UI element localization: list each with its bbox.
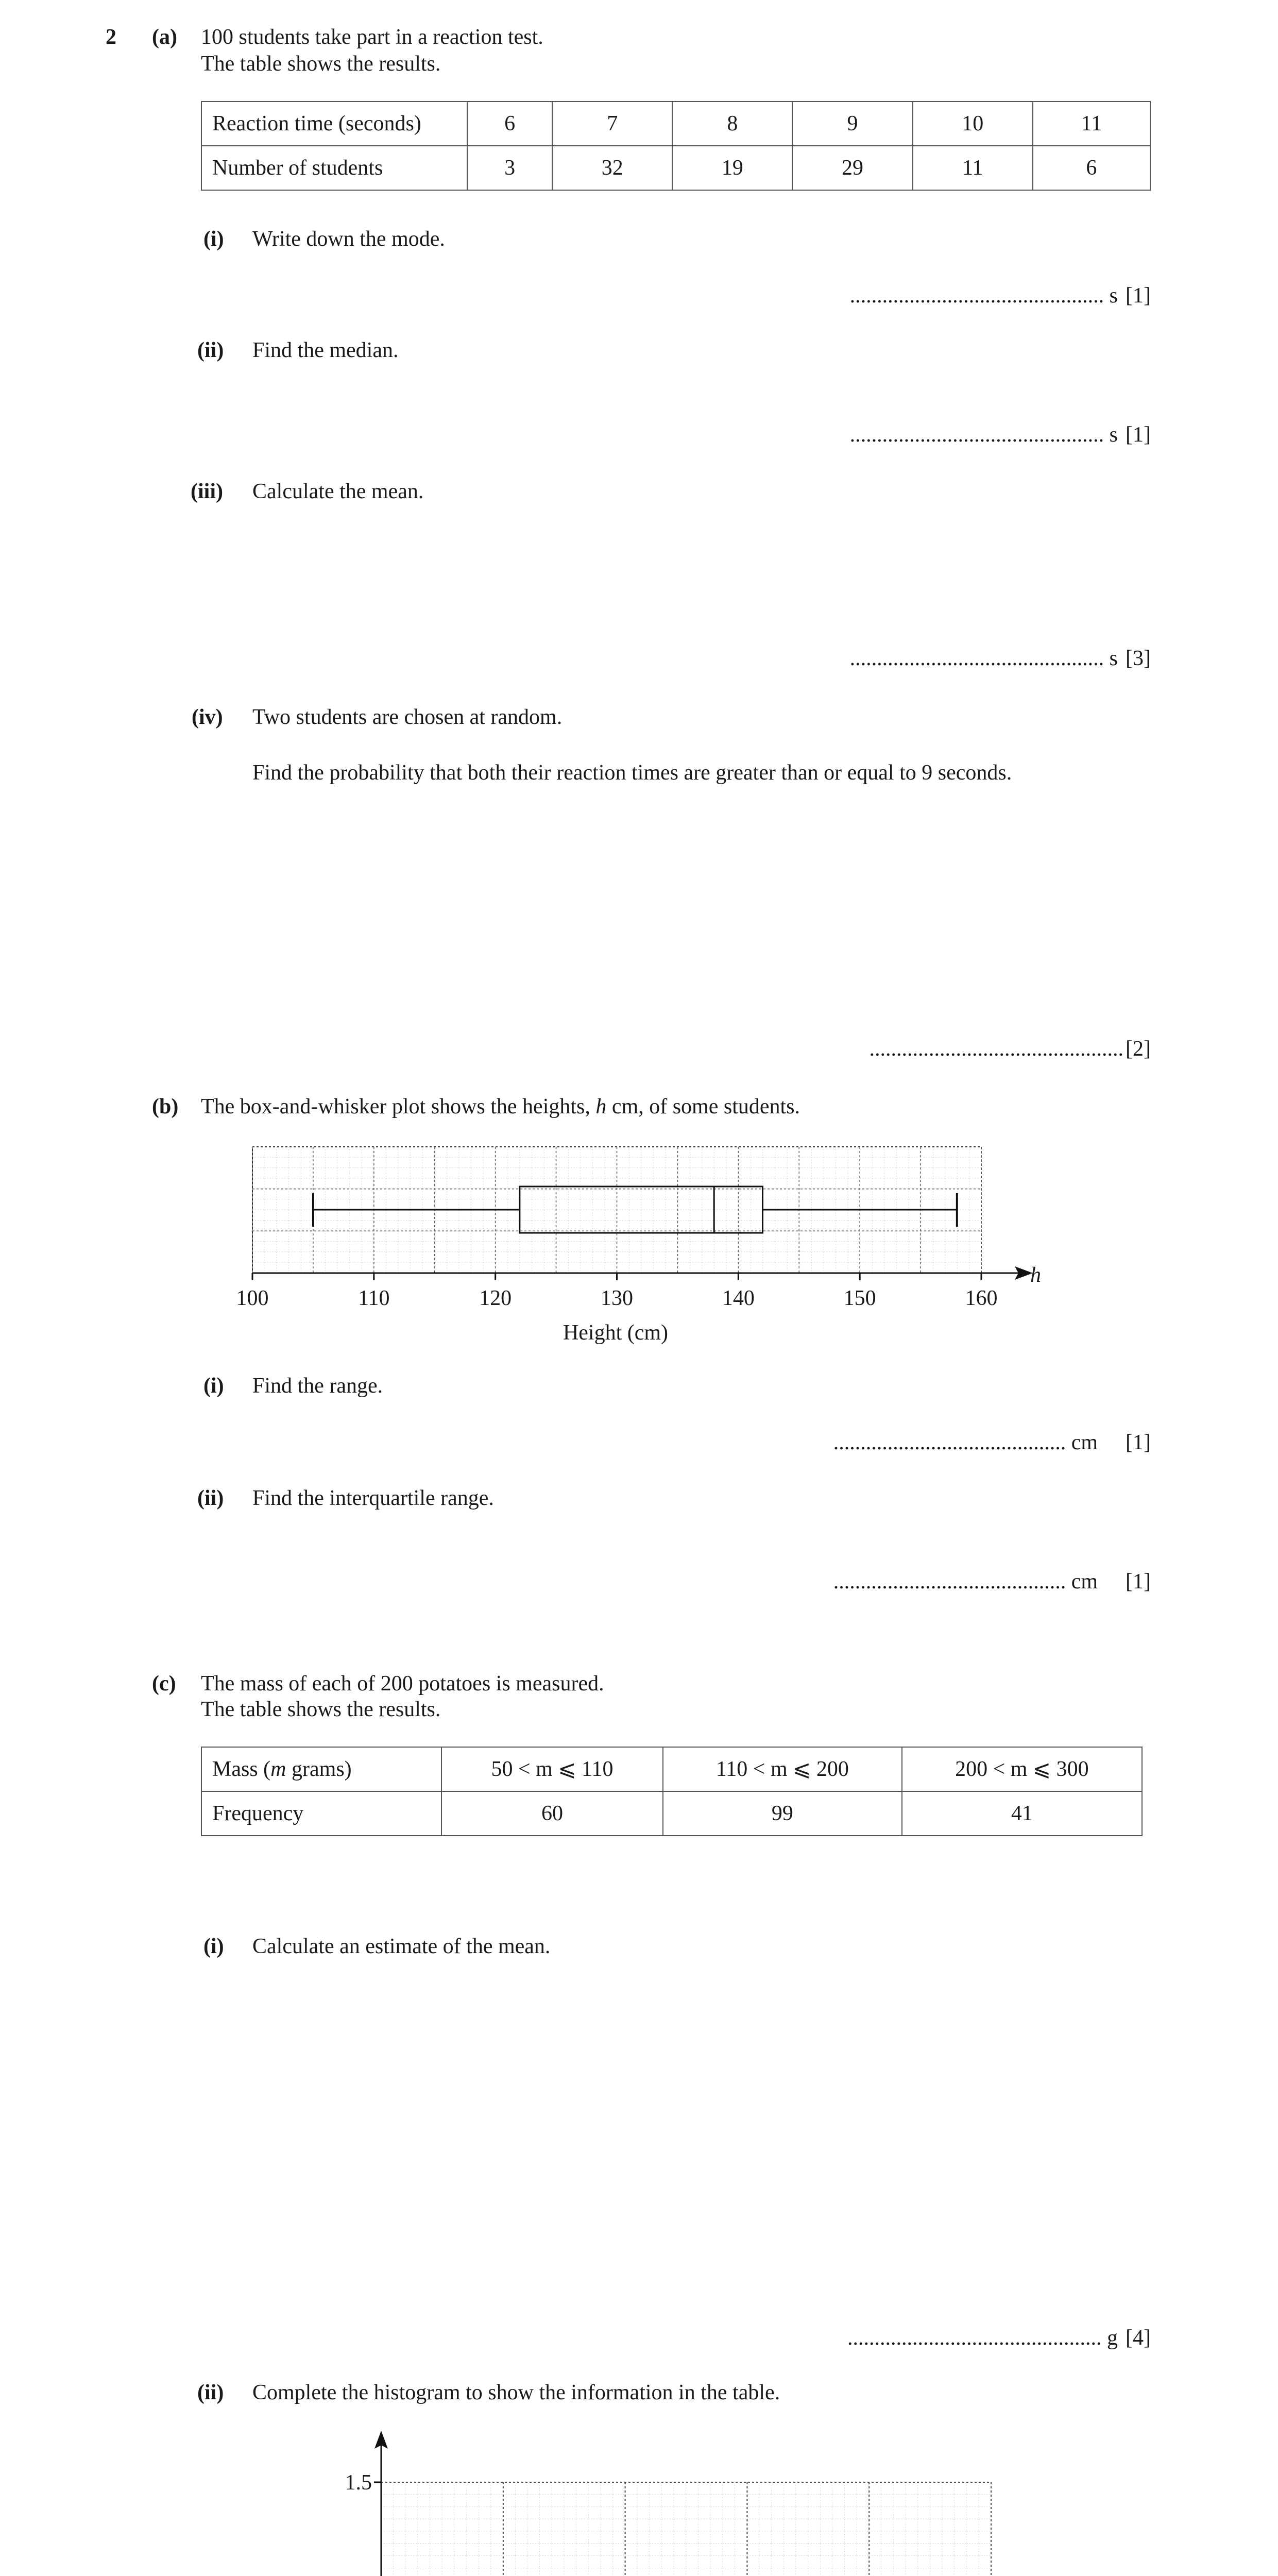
question-label: (i): [203, 227, 224, 251]
x-axis-title: Height (cm): [563, 1321, 669, 1345]
question-label: (ii): [197, 2381, 224, 2404]
table-cell: 11: [913, 146, 1033, 190]
question-text-2: Find the probability that both their reaction times are greater than or equal to 9 seconds.: [252, 761, 1012, 785]
table-cell: 6: [1033, 146, 1150, 190]
table-cell: 50 < m ⩽ 110: [441, 1747, 663, 1791]
marks: [4]: [1126, 2326, 1151, 2350]
table-header-var: m: [270, 1757, 286, 1781]
question-label: (iv): [192, 705, 223, 729]
table-cell: 10: [913, 101, 1033, 146]
part-a-label: (a): [152, 25, 177, 49]
table-header-pre: Mass (: [212, 1757, 271, 1781]
answer-line[interactable]: ........................................... cm: [833, 1431, 1098, 1454]
part-a-intro-2: The table shows the results.: [201, 52, 441, 76]
question-label: (iii): [191, 480, 223, 503]
marks: [1]: [1126, 1570, 1151, 1594]
question-text: Calculate the mean.: [252, 480, 424, 503]
x-tick-label: 110: [358, 1286, 390, 1310]
answer-line[interactable]: ............................................... s: [849, 647, 1118, 670]
part-b-intro-pre: The box-and-whisker plot shows the heights,: [201, 1095, 596, 1118]
answer-line[interactable]: ............................................... s: [849, 423, 1118, 447]
part-c-intro-2: The table shows the results.: [201, 1698, 441, 1721]
x-tick-label: 160: [965, 1286, 998, 1310]
table-cell: 110 < m ⩽ 200: [663, 1747, 902, 1791]
table-cell: 19: [672, 146, 792, 190]
x-tick-label: 100: [236, 1286, 269, 1310]
part-c-label: (c): [152, 1672, 176, 1696]
part-b-label: (b): [152, 1095, 179, 1118]
table-cell: 7: [552, 101, 672, 146]
table-cell: 29: [792, 146, 912, 190]
marks: [1]: [1126, 1431, 1151, 1454]
part-b-intro-post: cm, of some students.: [606, 1095, 800, 1118]
marks: [2]: [1126, 1037, 1151, 1061]
question-text: Find the interquartile range.: [252, 1486, 494, 1510]
part-b-intro-var: h: [595, 1095, 607, 1118]
marks: [1]: [1126, 284, 1151, 308]
table-cell: 200 < m ⩽ 300: [902, 1747, 1142, 1791]
table-header-cell: Frequency: [201, 1791, 441, 1836]
answer-line[interactable]: ........................................... cm: [833, 1570, 1098, 1594]
table-header-cell: Reaction time (seconds): [201, 101, 467, 146]
table-cell: 8: [672, 101, 792, 146]
question-text: Find the median.: [252, 338, 399, 362]
plot-grid: [381, 2482, 991, 2576]
answer-line[interactable]: ............................................... g: [847, 2326, 1118, 2350]
answer-line[interactable]: ............................................... s: [849, 284, 1118, 308]
question-number: 2: [106, 25, 116, 49]
question-label: (i): [203, 1374, 224, 1398]
table-cell: 3: [467, 146, 552, 190]
table-cell: 32: [552, 146, 672, 190]
answer-line[interactable]: ...............................................: [869, 1037, 1123, 1061]
question-label: (ii): [197, 338, 224, 362]
axis-variable-label: h: [1030, 1263, 1041, 1287]
y-tick-label: 1.5: [345, 2471, 372, 2495]
x-tick-label: 120: [479, 1286, 512, 1310]
question-text: Calculate an estimate of the mean.: [252, 1935, 551, 1958]
x-tick-label: 140: [722, 1286, 755, 1310]
marks: [1]: [1126, 423, 1151, 447]
table-header-cell: Number of students: [201, 146, 467, 190]
question-text: Complete the histogram to show the information in the table.: [252, 2381, 780, 2404]
x-tick-label: 150: [843, 1286, 876, 1310]
table-cell: 41: [902, 1791, 1142, 1836]
part-a-intro-1: 100 students take part in a reaction test.: [201, 25, 543, 49]
question-label: (ii): [197, 1486, 224, 1510]
table-cell: 9: [792, 101, 912, 146]
x-tick-label: 130: [601, 1286, 633, 1310]
question-label: (i): [203, 1935, 224, 1958]
question-text: Two students are chosen at random.: [252, 705, 563, 729]
table-header-post: grams): [286, 1757, 352, 1781]
table-cell: 60: [441, 1791, 663, 1836]
table-cell: 11: [1033, 101, 1150, 146]
table-cell: 6: [467, 101, 552, 146]
part-c-intro-1: The mass of each of 200 potatoes is measured.: [201, 1672, 604, 1696]
question-text: Write down the mode.: [252, 227, 445, 251]
question-text: Find the range.: [252, 1374, 383, 1398]
y-tick-labels: [345, 2471, 382, 2576]
marks: [3]: [1126, 647, 1151, 670]
table-cell: 99: [663, 1791, 902, 1836]
